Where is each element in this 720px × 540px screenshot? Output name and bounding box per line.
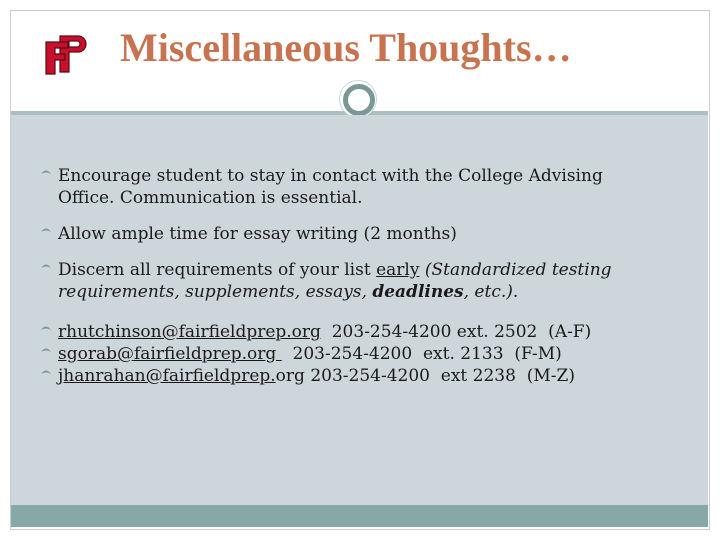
fairfield-prep-logo — [44, 30, 90, 78]
divider-ring-icon — [343, 84, 375, 116]
bullet-text-lead: Discern all requirements of your list — [58, 260, 377, 280]
page-title: Miscellaneous Thoughts… — [120, 25, 572, 70]
bullet-icon — [40, 368, 52, 380]
contact-item — [40, 365, 680, 387]
bullet-text: Allow ample time for essay writing (2 months) — [58, 224, 457, 244]
bullet-advising — [40, 165, 680, 209]
requirements-list: requirements, supplements, essays, — [58, 282, 373, 302]
bullet-icon — [40, 168, 52, 180]
bullet-requirements — [40, 259, 680, 303]
bullet-text-paren: (Standardized testing — [419, 260, 612, 280]
bullet-text-line1: Encourage student to stay in contact with the College Advising — [58, 166, 603, 186]
footer-band — [11, 505, 708, 527]
bullet-essay-time — [40, 223, 680, 245]
contact-item — [40, 321, 680, 343]
contact-details: 203-254-4200 ext 2238 (M-Z) — [304, 366, 575, 386]
email-link[interactable]: rhutchinson@fairfieldprep.org — [58, 322, 321, 342]
early-emphasis: early — [376, 260, 420, 280]
etc-text: , etc.) — [463, 282, 513, 302]
email-tail: org — [275, 366, 305, 386]
email-link[interactable]: jhanrahan@fairfieldprep. — [58, 366, 276, 386]
deadlines-emphasis: deadlines — [372, 282, 464, 302]
bullet-text-line2: Office. Communication is essential. — [58, 188, 363, 208]
contact-details: 203-254-4200 ext. 2502 (A-F) — [320, 322, 592, 342]
period-text: . — [512, 282, 519, 302]
bullet-list — [40, 165, 680, 387]
bullet-icon — [40, 324, 52, 336]
bullet-icon — [40, 346, 52, 358]
contact-details: 203-254-4200 ext. 2133 (F-M) — [281, 344, 562, 364]
bullet-icon — [40, 262, 52, 274]
contact-item — [40, 343, 680, 365]
bullet-icon — [40, 226, 52, 238]
email-link[interactable]: sgorab@fairfieldprep.org — [58, 344, 282, 364]
bullet-text-line2 — [54, 281, 680, 303]
